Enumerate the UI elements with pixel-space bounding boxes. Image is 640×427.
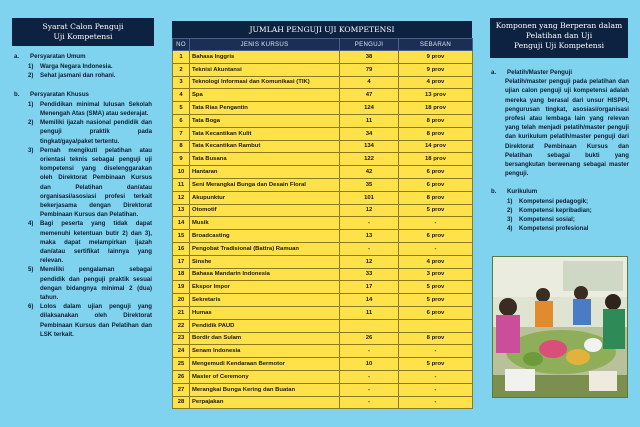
right-title-line2: Pelatihan dan Uji — [525, 31, 593, 40]
table-row — [173, 204, 473, 217]
cell-sebaran — [399, 319, 473, 332]
list-num: 1) — [28, 100, 34, 108]
table-row — [173, 178, 473, 191]
cell-jenis-kursus: Spa — [190, 89, 340, 102]
cell-penguji: 79 — [340, 63, 399, 76]
cell-jenis-kursus: Ekspor Impor — [190, 281, 340, 294]
cell-sebaran: 9 prov — [399, 63, 473, 76]
table-row — [173, 319, 473, 332]
cell-no: 8 — [173, 140, 190, 153]
section-b-letter: b. — [491, 188, 497, 196]
cell-sebaran: 5 prov — [399, 294, 473, 307]
cell-sebaran: - — [399, 217, 473, 230]
cell-no: 25 — [173, 358, 190, 371]
cell-no: 2 — [173, 63, 190, 76]
left-title-line1: Syarat Calon Penguji — [42, 22, 124, 31]
list-num: 5) — [28, 266, 34, 274]
list-num: 1) — [507, 197, 513, 205]
section-b-title: Kurikulum — [507, 188, 538, 196]
cell-no: 20 — [173, 294, 190, 307]
cell-sebaran: - — [399, 383, 473, 396]
cell-jenis-kursus: Bordir dan Sulam — [190, 332, 340, 345]
list-text: Kompetensi kepribadian; — [519, 206, 592, 214]
cell-jenis-kursus: Teknologi Informasi dan Komunikasi (TIK) — [190, 76, 340, 89]
cell-no: 9 — [173, 153, 190, 166]
cell-sebaran: 4 prov — [399, 76, 473, 89]
table-row — [173, 345, 473, 358]
cell-sebaran: 5 prov — [399, 358, 473, 371]
table-title: JUMLAH PENGUJI UJI KOMPETENSI — [172, 21, 472, 38]
list-num: 4) — [507, 225, 513, 233]
cell-jenis-kursus: Otomotif — [190, 204, 340, 217]
list-item — [507, 197, 629, 206]
cell-no: 1 — [173, 51, 190, 64]
section-b-letter: b. — [14, 90, 20, 98]
cell-jenis-kursus: Humas — [190, 306, 340, 319]
left-panel-content — [14, 52, 152, 339]
table-header-row — [173, 39, 473, 51]
cell-sebaran: 6 prov — [399, 178, 473, 191]
training-photo — [492, 256, 628, 398]
list-text: Pendidikan minimal lulusan Sekolah Menengah Atas (SMA) atau sederajat. — [40, 100, 152, 118]
cell-penguji: 11 — [340, 114, 399, 127]
table-row — [173, 140, 473, 153]
cell-sebaran: 8 prov — [399, 191, 473, 204]
right-title-line3: Penguji Uji Kompetensi — [513, 41, 605, 50]
cell-jenis-kursus: Sekretaris — [190, 294, 340, 307]
table-row — [173, 89, 473, 102]
cell-sebaran: - — [399, 370, 473, 383]
cell-penguji: - — [340, 217, 399, 230]
header-penguji: PENGUJI — [340, 39, 399, 51]
cell-sebaran: 6 prov — [399, 166, 473, 179]
right-panel-content — [491, 68, 629, 233]
cell-penguji: 26 — [340, 332, 399, 345]
list-num: 3) — [28, 146, 34, 154]
cell-no: 4 — [173, 89, 190, 102]
cell-sebaran: 9 prov — [399, 51, 473, 64]
cell-penguji: 11 — [340, 306, 399, 319]
table-body — [173, 51, 473, 409]
cell-penguji: 134 — [340, 140, 399, 153]
list-text: Pernah mengikuti pelatihan atau orientasi teknis sebagai penguji uji kompetensi yang diselenggarakan oleh Direktorat Pembinaan Kursus dan Pelatihan dan/atau organisasi/asosiasi profesi terkait bekerjasama dengan Direktorat Pembinaan Kursus dan Pelatihan. — [40, 146, 152, 219]
cell-jenis-kursus: Pendidik PAUD — [190, 319, 340, 332]
right-panel-title — [490, 18, 628, 58]
cell-penguji: 38 — [340, 51, 399, 64]
cell-sebaran: - — [399, 242, 473, 255]
list-item — [28, 71, 152, 80]
penguji-table-container — [172, 38, 472, 409]
cell-no: 26 — [173, 370, 190, 383]
cell-penguji: 12 — [340, 204, 399, 217]
list-num: 2) — [507, 206, 513, 214]
cell-no: 17 — [173, 255, 190, 268]
table-row — [173, 242, 473, 255]
cell-penguji: 34 — [340, 127, 399, 140]
table-row — [173, 63, 473, 76]
list-text: Warga Negara Indonesia. — [40, 63, 113, 71]
section-a-letter: a. — [14, 53, 20, 60]
list-num: 6) — [28, 303, 34, 311]
cell-no: 14 — [173, 217, 190, 230]
cell-penguji: 122 — [340, 153, 399, 166]
section-b-heading — [491, 187, 629, 196]
cell-no: 7 — [173, 127, 190, 140]
table-row — [173, 153, 473, 166]
cell-sebaran: 5 prov — [399, 204, 473, 217]
table-row — [173, 294, 473, 307]
header-sebaran: SEBARAN — [399, 39, 473, 51]
cell-sebaran: 6 prov — [399, 230, 473, 243]
cell-no: 6 — [173, 114, 190, 127]
list-item — [28, 302, 152, 339]
table-row — [173, 102, 473, 115]
list-text: Bagi peserta yang tidak dapat memenuhi ketentuan butir 2) dan 3), maka dapat melampirkan ijazah dan/atau sertifikat lainnya yang relevan. — [40, 220, 152, 265]
cell-sebaran: 8 prov — [399, 114, 473, 127]
cell-penguji: - — [340, 370, 399, 383]
cell-penguji: 124 — [340, 102, 399, 115]
cell-sebaran: 18 prov — [399, 102, 473, 115]
cell-penguji: - — [340, 383, 399, 396]
table-row — [173, 358, 473, 371]
table-row — [173, 127, 473, 140]
right-title-line1: Komponen yang Berperan dalam — [495, 21, 623, 30]
left-title-line2: Uji Kompetensi — [53, 32, 113, 41]
table-row — [173, 268, 473, 281]
cell-no: 28 — [173, 396, 190, 409]
cell-jenis-kursus: Musik — [190, 217, 340, 230]
cell-jenis-kursus: Akupunktur — [190, 191, 340, 204]
cell-penguji: 35 — [340, 178, 399, 191]
table-row — [173, 230, 473, 243]
list-text: Kompetensi pedagogik; — [519, 197, 589, 205]
cell-penguji: 14 — [340, 294, 399, 307]
cell-no: 24 — [173, 345, 190, 358]
list-num: 1) — [28, 63, 34, 71]
cell-no: 19 — [173, 281, 190, 294]
cell-sebaran: - — [399, 396, 473, 409]
section-a-heading — [491, 68, 629, 77]
cell-sebaran: 18 prov — [399, 153, 473, 166]
cell-jenis-kursus: Bahasa Mandarin Indonesia — [190, 268, 340, 281]
table-row — [173, 281, 473, 294]
list-text: Memiliki pengalaman sebagai pendidik dan penguji praktik sesuai dengan bidangnya minimal 2 (dua) tahun. — [40, 266, 152, 302]
list-item — [28, 62, 152, 71]
list-item — [507, 224, 629, 233]
section-a-letter: a. — [491, 69, 497, 76]
cell-no: 22 — [173, 319, 190, 332]
table-row — [173, 370, 473, 383]
cell-jenis-kursus: Tata Busana — [190, 153, 340, 166]
cell-jenis-kursus: Senam Indonesia — [190, 345, 340, 358]
list-num: 2) — [28, 72, 34, 80]
table-row — [173, 76, 473, 89]
table-row — [173, 383, 473, 396]
cell-penguji: - — [340, 242, 399, 255]
cell-sebaran: 6 prov — [399, 306, 473, 319]
list-item — [28, 100, 152, 118]
cell-no: 11 — [173, 178, 190, 191]
header-no: NO — [173, 39, 190, 51]
list-item — [507, 206, 629, 215]
left-panel-title — [12, 18, 154, 46]
cell-no: 10 — [173, 166, 190, 179]
cell-jenis-kursus: Teknisi Akuntansi — [190, 63, 340, 76]
cell-jenis-kursus: Tata Boga — [190, 114, 340, 127]
table-row — [173, 396, 473, 409]
cell-sebaran: 8 prov — [399, 127, 473, 140]
cell-penguji: 4 — [340, 76, 399, 89]
cell-no: 27 — [173, 383, 190, 396]
list-item — [28, 118, 152, 146]
table-row — [173, 166, 473, 179]
cell-sebaran: 13 prov — [399, 89, 473, 102]
cell-sebaran: 14 prov — [399, 140, 473, 153]
cell-no: 5 — [173, 102, 190, 115]
cell-no: 23 — [173, 332, 190, 345]
table-row — [173, 255, 473, 268]
section-a-paragraph: Pelatih/master penguji pada pelatihan dan ujian calon penguji uji kompetensi adalah mereka yang berasal dari unsur HISPPI, pengurusan tingkat, asosiasi/organisasi profesi atau lembaga lain yang relevan yang telah menjadi pelatih/master penguji dan kurikulum pelatih/master penguji dari Direktorat Pembinaan Kursus dan Pelatihan sebagai bukti yang bersangkutan berwenang sebagai master penguji. — [505, 78, 629, 178]
list-num: 3) — [507, 216, 513, 224]
table-row — [173, 332, 473, 345]
cell-no: 18 — [173, 268, 190, 281]
list-item — [28, 146, 152, 220]
cell-jenis-kursus: Sinshe — [190, 255, 340, 268]
list-text: Sehat jasmani dan rohani. — [40, 72, 116, 80]
section-a-title: Pelatih/Master Penguji — [507, 69, 573, 76]
cell-penguji: 47 — [340, 89, 399, 102]
cell-penguji: 12 — [340, 255, 399, 268]
cell-jenis-kursus: Broadcasting — [190, 230, 340, 243]
list-text: Lolos dalam ujian penguji yang dilaksanakan oleh Direktorat Pembinaan Kursus dan Pelatihan dan LSK terkait. — [40, 303, 152, 338]
list-item — [28, 265, 152, 302]
table-row — [173, 191, 473, 204]
cell-no: 12 — [173, 191, 190, 204]
cell-sebaran: 4 prov — [399, 255, 473, 268]
cell-jenis-kursus: Tata Rias Pengantin — [190, 102, 340, 115]
cell-jenis-kursus: Perpajakan — [190, 396, 340, 409]
section-a-heading — [14, 52, 152, 61]
cell-jenis-kursus: Pengobat Tradisional (Battra) Ramuan — [190, 242, 340, 255]
cell-penguji: 101 — [340, 191, 399, 204]
cell-jenis-kursus: Hantaran — [190, 166, 340, 179]
section-a-title: Persyaratan Umum — [30, 53, 86, 60]
section-b-title: Persyaratan Khusus — [30, 90, 89, 98]
cell-penguji: - — [340, 396, 399, 409]
cell-sebaran: - — [399, 345, 473, 358]
cell-no: 21 — [173, 306, 190, 319]
section-b-heading — [14, 90, 152, 99]
cell-no: 16 — [173, 242, 190, 255]
cell-sebaran: 8 prov — [399, 332, 473, 345]
list-text: Kompetensi profesional — [519, 225, 589, 233]
table-row — [173, 51, 473, 64]
list-num: 2) — [28, 119, 34, 127]
table-row — [173, 306, 473, 319]
table-row — [173, 114, 473, 127]
cell-penguji: 33 — [340, 268, 399, 281]
cell-penguji: 10 — [340, 358, 399, 371]
training-photo-illustration — [493, 257, 628, 398]
cell-jenis-kursus: Seni Merangkai Bunga dan Desain Floral — [190, 178, 340, 191]
cell-penguji: 13 — [340, 230, 399, 243]
cell-jenis-kursus: Bahasa Inggris — [190, 51, 340, 64]
list-text: Kompetensi sosial; — [519, 216, 575, 224]
cell-jenis-kursus: Tata Kecantikan Kulit — [190, 127, 340, 140]
cell-no: 13 — [173, 204, 190, 217]
cell-no: 3 — [173, 76, 190, 89]
cell-jenis-kursus: Merangkai Bunga Kering dan Buatan — [190, 383, 340, 396]
cell-penguji: 17 — [340, 281, 399, 294]
cell-jenis-kursus: Master of Ceremony — [190, 370, 340, 383]
cell-sebaran: 3 prov — [399, 268, 473, 281]
cell-jenis-kursus: Tata Kecantikan Rambut — [190, 140, 340, 153]
cell-penguji — [340, 319, 399, 332]
list-item — [28, 219, 152, 265]
cell-no: 15 — [173, 230, 190, 243]
list-text: Memiliki ijazah nasional pendidik dan penguji praktik pada tingkat/gaya/paket tertentu. — [40, 119, 152, 145]
cell-jenis-kursus: Mengemudi Kendaraan Bermotor — [190, 358, 340, 371]
cell-penguji: - — [340, 345, 399, 358]
cell-penguji: 42 — [340, 166, 399, 179]
table-row — [173, 217, 473, 230]
cell-sebaran: 5 prov — [399, 281, 473, 294]
penguji-table — [172, 38, 473, 409]
header-jenis-kursus: JENIS KURSUS — [190, 39, 340, 51]
list-num: 4) — [28, 220, 34, 228]
list-item — [507, 215, 629, 224]
